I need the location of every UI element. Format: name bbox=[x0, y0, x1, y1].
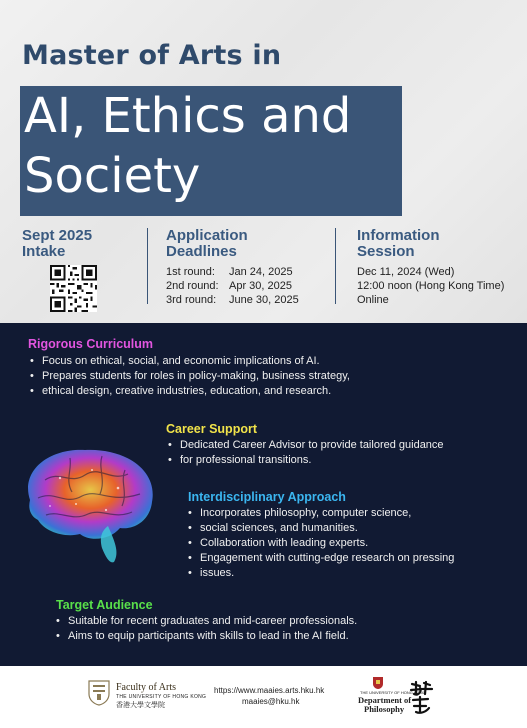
info-session-details bbox=[357, 265, 504, 307]
info-session-label-1: Information bbox=[357, 227, 440, 244]
audience-title: Target Audience bbox=[56, 598, 153, 612]
deadlines-label-1: Application bbox=[166, 227, 248, 244]
interdisciplinary-title: Interdisciplinary Approach bbox=[188, 490, 346, 504]
interdisciplinary-list bbox=[188, 506, 454, 581]
faculty-crest-icon bbox=[88, 680, 110, 706]
dept-university: THE UNIVERSITY OF HONG KONG bbox=[360, 690, 426, 695]
intake-column bbox=[22, 228, 92, 260]
deadlines-label-2: Deadlines bbox=[166, 243, 237, 260]
program-title-line-1: AI, Ethics and bbox=[24, 88, 352, 144]
qr-code[interactable] bbox=[50, 265, 97, 312]
info-session-label-2: Session bbox=[357, 243, 415, 260]
deadlines-column bbox=[166, 228, 248, 260]
dept-name: Department of Philosophy bbox=[358, 695, 412, 714]
deadline-rounds bbox=[166, 265, 299, 307]
list-item: • Incorporates philosophy, computer science, bbox=[188, 506, 454, 521]
divider-2 bbox=[335, 228, 336, 304]
list-item-continuation: • social sciences, and humanities. bbox=[188, 521, 454, 536]
program-title-line-2: Society bbox=[24, 148, 201, 204]
list-item-continuation: • for professional transitions. bbox=[168, 453, 444, 468]
list-item-continuation: • ethical design, creative industries, education, and research. bbox=[30, 384, 350, 399]
deadline-row: 3rd round: June 30, 2025 bbox=[166, 294, 299, 306]
list-item: • Prepares students for roles in policy-making, business strategy, bbox=[30, 369, 350, 384]
brain-illustration bbox=[10, 440, 162, 566]
university-crest-icon bbox=[372, 676, 384, 690]
curriculum-title: Rigorous Curriculum bbox=[28, 337, 154, 351]
intake-label-2: Intake bbox=[22, 243, 66, 260]
calligraphy-seal bbox=[408, 680, 434, 716]
deadline-row: 1st round: Jan 24, 2025 bbox=[166, 266, 293, 278]
list-item: • Suitable for recent graduates and mid-career professionals. bbox=[56, 614, 357, 629]
faculty-name: Faculty of Arts bbox=[116, 682, 176, 693]
list-item: • Focus on ethical, social, and economic implications of AI. bbox=[30, 354, 350, 369]
info-session-column bbox=[357, 228, 440, 260]
info-session-mode: Online bbox=[357, 294, 389, 306]
list-item: • Engagement with cutting-edge research on pressing bbox=[188, 551, 454, 566]
faculty-chinese: 香港大學文學院 bbox=[116, 702, 165, 709]
list-item: • Dedicated Career Advisor to provide tailored guidance bbox=[168, 438, 444, 453]
faculty-sub: THE UNIVERSITY OF HONG KONG bbox=[116, 694, 207, 700]
email-link[interactable]: maaies@hku.hk bbox=[242, 697, 300, 706]
program-title-prefix: Master of Arts in bbox=[22, 40, 282, 71]
deadline-row: 2nd round: Apr 30, 2025 bbox=[166, 280, 292, 292]
list-item: • Collaboration with leading experts. bbox=[188, 536, 454, 551]
info-session-time: 12:00 noon (Hong Kong Time) bbox=[357, 280, 505, 292]
info-session-date: Dec 11, 2024 (Wed) bbox=[357, 266, 455, 278]
website-link[interactable]: https://www.maaies.arts.hku.hk bbox=[214, 686, 325, 695]
divider-1 bbox=[147, 228, 148, 304]
career-list bbox=[168, 438, 444, 468]
program-title bbox=[24, 86, 404, 206]
list-item: • Aims to equip participants with skills to lead in the AI field. bbox=[56, 629, 357, 644]
curriculum-list bbox=[30, 354, 350, 399]
career-title: Career Support bbox=[166, 422, 257, 436]
audience-list bbox=[56, 614, 357, 644]
list-item-continuation: • issues. bbox=[188, 566, 454, 581]
intake-label-1: Sept 2025 bbox=[22, 227, 93, 244]
